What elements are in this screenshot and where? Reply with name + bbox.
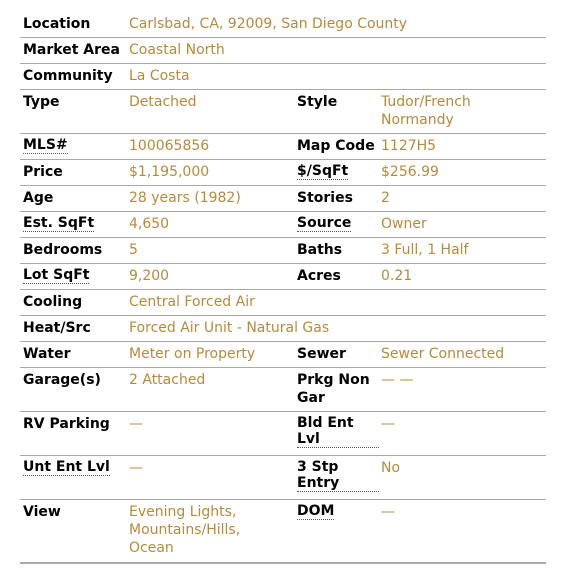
style-label: Style [297,94,338,110]
unt-ent-lvl-label[interactable]: Unt Ent Lvl [23,459,110,475]
rv-parking-label: RV Parking [23,416,110,432]
row-est-sqft [20,212,546,238]
price-per-sqft-label[interactable]: $/SqFt [297,163,349,179]
acres-value: 0.21 [381,268,413,284]
source-value: Owner [381,216,427,232]
sewer-value: Sewer Connected [381,346,505,362]
bld-ent-lvl-value: — [381,416,395,432]
row-garage [20,368,546,412]
row-age [20,186,546,212]
community-value: La Costa [129,68,190,84]
sewer-label: Sewer [297,346,346,362]
type-label: Type [23,94,60,110]
row-rv-parking [20,412,546,456]
view-label: View [23,504,61,520]
property-details-table [20,12,546,564]
heat-src-value: Forced Air Unit - Natural Gas [129,320,330,336]
garage-label: Garage(s) [23,372,101,388]
3-stp-entry-label[interactable]: 3 Stp Entry [297,459,379,492]
view-value: Evening Lights, Mountains/Hills, Ocean [129,504,241,556]
community-label: Community [23,68,113,84]
price-per-sqft-value: $256.99 [381,164,439,180]
row-price [20,160,546,186]
prkg-non-gar-label: Prkg Non Gar [297,372,370,406]
est-sqft-label[interactable]: Est. SqFt [23,215,95,231]
bedrooms-value: 5 [129,242,138,258]
baths-label: Baths [297,242,343,258]
row-market-area [20,38,546,64]
acres-label: Acres [297,268,341,284]
3-stp-entry-value: No [381,460,401,476]
row-cooling [20,290,546,316]
water-label: Water [23,346,71,362]
price-label: Price [23,164,63,180]
style-value: Tudor/French Normandy [381,94,471,128]
map-code-label: Map Code [297,138,375,154]
source-label[interactable]: Source [297,215,352,231]
garage-value: 2 Attached [129,372,206,388]
age-value: 28 years (1982) [129,190,241,206]
est-sqft-value: 4,650 [129,216,170,232]
row-location [20,12,546,38]
market-area-label: Market Area [23,42,120,58]
row-water [20,342,546,368]
bedrooms-label: Bedrooms [23,242,103,258]
row-mls [20,134,546,160]
row-heat-src [20,316,546,342]
row-unt-ent-lvl [20,456,546,500]
row-view [20,500,546,564]
map-code-value: 1127H5 [381,138,437,154]
type-value: Detached [129,94,197,110]
unt-ent-lvl-value: — [129,460,143,476]
heat-src-label: Heat/Src [23,320,91,336]
price-value: $1,195,000 [129,164,210,180]
baths-value: 3 Full, 1 Half [381,242,469,258]
dom-value: — [381,504,395,520]
row-lot-sqft [20,264,546,290]
water-value: Meter on Property [129,346,256,362]
cooling-label: Cooling [23,294,83,310]
prkg-non-gar-value: — — [381,372,414,388]
location-value: Carlsbad, CA, 92009, San Diego County [129,16,408,32]
mls-label[interactable]: MLS# [23,137,68,153]
bld-ent-lvl-label[interactable]: Bld Ent Lvl [297,415,379,448]
lot-sqft-label[interactable]: Lot SqFt [23,267,90,283]
mls-value: 100065856 [129,138,210,154]
market-area-value: Coastal North [129,42,225,58]
row-type [20,90,546,134]
row-community [20,64,546,90]
stories-label: Stories [297,190,353,206]
age-label: Age [23,190,54,206]
dom-label[interactable]: DOM [297,503,335,519]
cooling-value: Central Forced Air [129,294,255,310]
row-bedrooms [20,238,546,264]
location-label: Location [23,16,91,32]
lot-sqft-value: 9,200 [129,268,170,284]
stories-value: 2 [381,190,390,206]
rv-parking-value: — [129,416,143,432]
